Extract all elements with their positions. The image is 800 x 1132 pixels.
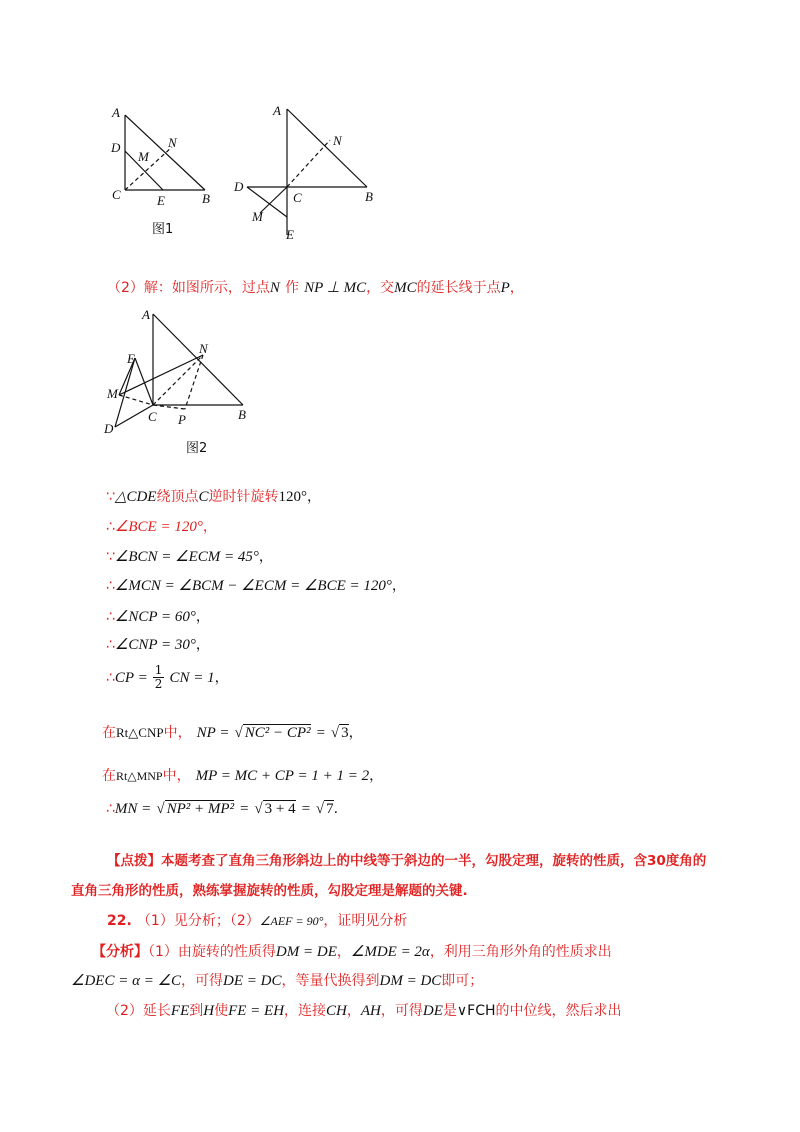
step-cp: ∴CP = $\frac{1}{2}$ CN = 1， xyxy=(106,663,229,691)
step-mn: ∴MN = √ NP² + MP² = √ 3 + 4 = √ 7. xyxy=(106,801,339,817)
label-N: N xyxy=(168,135,177,150)
label-D: D xyxy=(234,179,244,194)
label-C: C xyxy=(148,409,157,424)
step-6: ∴∠CNP = 30°， xyxy=(106,637,210,653)
question-22: 22. （1）见分析；（2）∠AEF = 90°，证明见分析 xyxy=(107,913,408,929)
label-E: E xyxy=(157,193,165,208)
label-E: E xyxy=(127,351,135,366)
analysis-line-3: （2）延长FE到H使FE = EH，连接CH，AH，可得DE是∨FCH的中位线，然后求出 xyxy=(106,1003,622,1019)
comment-line-1: 【点拨】本题考查了直角三角形斜边上的中线等于斜边的一半，勾股定理，旋转的性质，含30度角的 xyxy=(107,853,707,869)
label-A: A xyxy=(142,307,150,322)
step-mp: 在Rt△MNP中， MP = MC + CP = 1 + 1 = 2， xyxy=(102,768,384,784)
label-N: N xyxy=(333,133,342,148)
comment-line-2: 直角三角形的性质，熟练掌握旋转的性质，勾股定理是解题的关键. xyxy=(71,883,468,899)
figure-2-caption: 图2 xyxy=(186,441,208,456)
figure-1b xyxy=(225,95,385,250)
step-2: ∴∠BCE = 120°， xyxy=(106,519,217,535)
label-C: C xyxy=(293,190,302,205)
figure-2 xyxy=(95,300,265,435)
part2-intro: （2）解：如图所示，过点N 作 NP ⊥ MC，交MC的延长线于点P， xyxy=(107,280,524,296)
label-N: N xyxy=(199,341,208,356)
label-A: A xyxy=(112,105,120,120)
figure-1-caption: 图1 xyxy=(152,222,174,237)
label-D: D xyxy=(111,140,121,155)
label-B: B xyxy=(365,189,373,204)
label-C: C xyxy=(112,187,121,202)
step-1: ∵△CDE绕顶点C逆时针旋转120°， xyxy=(106,489,321,505)
step-5: ∴∠NCP = 60°， xyxy=(106,609,210,625)
label-M: M xyxy=(138,149,149,164)
label-M: M xyxy=(252,209,263,224)
step-np: 在Rt△CNP中， NP = √ NC² − CP² = √ 3， xyxy=(102,725,363,741)
analysis-line-1: 【分析】（1）由旋转的性质得DM = DE，∠MDE = 2α，利用三角形外角的性质求出 xyxy=(92,944,612,960)
label-P: P xyxy=(178,412,186,427)
analysis-line-2: ∠DEC = α = ∠C，可得DE = DC，等量代换得到DM = DC即可； xyxy=(71,973,484,989)
label-E: E xyxy=(286,227,294,242)
step-4: ∴∠MCN = ∠BCM − ∠ECM = ∠BCE = 120°， xyxy=(106,578,406,594)
label-B: B xyxy=(238,407,246,422)
step-3: ∵∠BCN = ∠ECM = 45°， xyxy=(106,549,273,565)
label-M: M xyxy=(107,386,118,401)
label-A: A xyxy=(273,103,281,118)
label-B: B xyxy=(202,191,210,206)
label-D: D xyxy=(104,421,114,435)
